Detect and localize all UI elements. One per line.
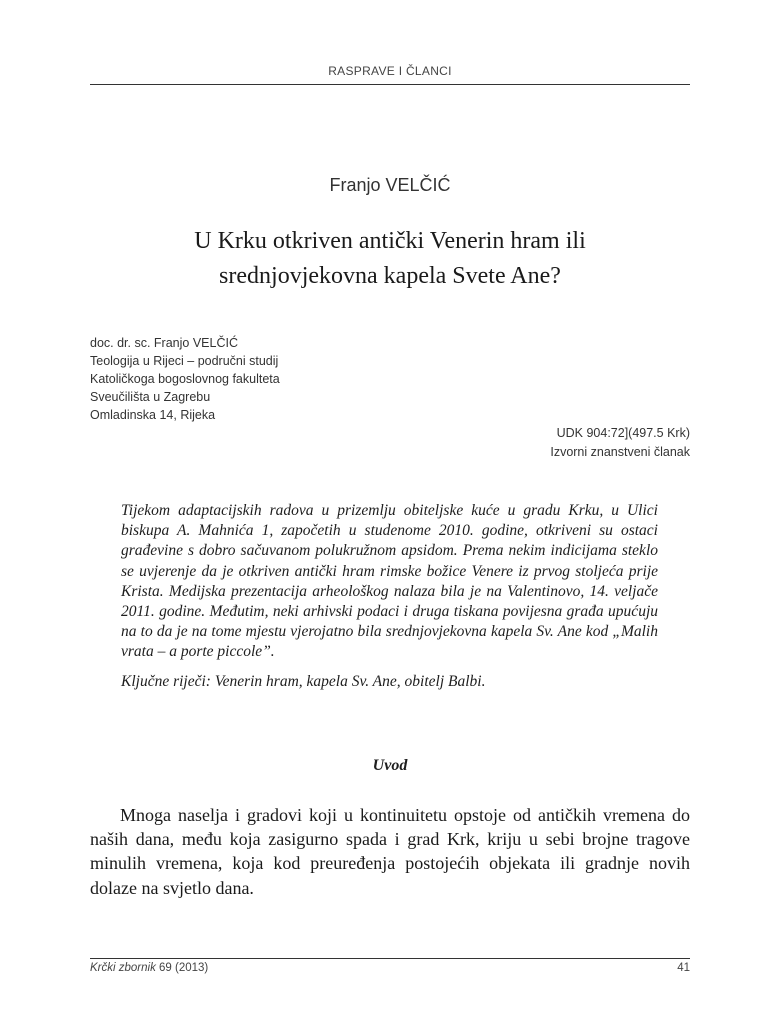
affiliation-line: Teologija u Rijeci – područni studij	[90, 354, 279, 368]
abstract	[121, 501, 658, 692]
journal-volume: 69 (2013)	[155, 962, 209, 974]
title-line-2: srednjovjekovna kapela Svete Ane?	[219, 263, 561, 289]
header-rule	[90, 84, 690, 85]
running-header: RASPRAVE I ČLANCI	[328, 64, 452, 78]
article-classification	[390, 424, 690, 461]
affiliation-line: Omladinska 14, Rijeka	[90, 408, 216, 422]
abstract-text: Tijekom adaptacijskih radova u prizemlju obiteljske kuće u gradu Krku, u Ulici biskupa A. Mahnića 1, započetih u studenome 2010. godine, otkriveni su ostaci građevine s dobro sačuvanom polukružnom apsidom. Prema nekim indicijama steklo se uvjerenje da je otkriven antički hram rimske božice Venere iz prvog stoljeća prije Krista. Medijska prezentacija arheološkog nalaza bila je na Valentinovo, 14. veljače 2011. godine. Međutim, neki arhivski podaci i druga tiskana povijesna građa upućuju na to da je na tome mjestu vjerojatno bila srednjovjekovna kapela Sv. Ane kod „Malih vrata – a porte piccole”.	[121, 502, 658, 661]
title-line-1: U Krku otkriven antički Venerin hram ili	[194, 228, 586, 254]
affiliation-line: doc. dr. sc. Franjo VELČIĆ	[90, 336, 238, 350]
article-type: Izvorni znanstveni članak	[550, 444, 690, 459]
footer-rule	[90, 958, 690, 959]
udk-code: UDK 904:72](497.5 Krk)	[556, 426, 690, 440]
intro-paragraph: Mnoga naselja i gradovi koji u kontinuitetu opstoje od antičkih vremena do naših dana, među koja zasigurno spada i grad Krk, kriju u sebi brojne tragove minulih vremena, koja kod preuređenja postojećih objekata ili gradnje novih dolaze na svjetlo dana.	[90, 805, 690, 898]
article-author: Franjo VELČIĆ	[329, 175, 451, 195]
page-number: 41	[677, 962, 690, 974]
journal-name: Krčki zbornik	[90, 962, 156, 974]
journal-citation	[90, 962, 208, 974]
author-affiliation	[90, 334, 490, 424]
article-title	[90, 224, 690, 294]
affiliation-line: Katoličkoga bogoslovnog fakulteta	[90, 372, 280, 386]
keywords: Ključne riječi: Venerin hram, kapela Sv. Ane, obitelj Balbi.	[121, 672, 486, 690]
affiliation-line: Sveučilišta u Zagrebu	[90, 390, 211, 404]
section-heading: Uvod	[372, 757, 408, 774]
